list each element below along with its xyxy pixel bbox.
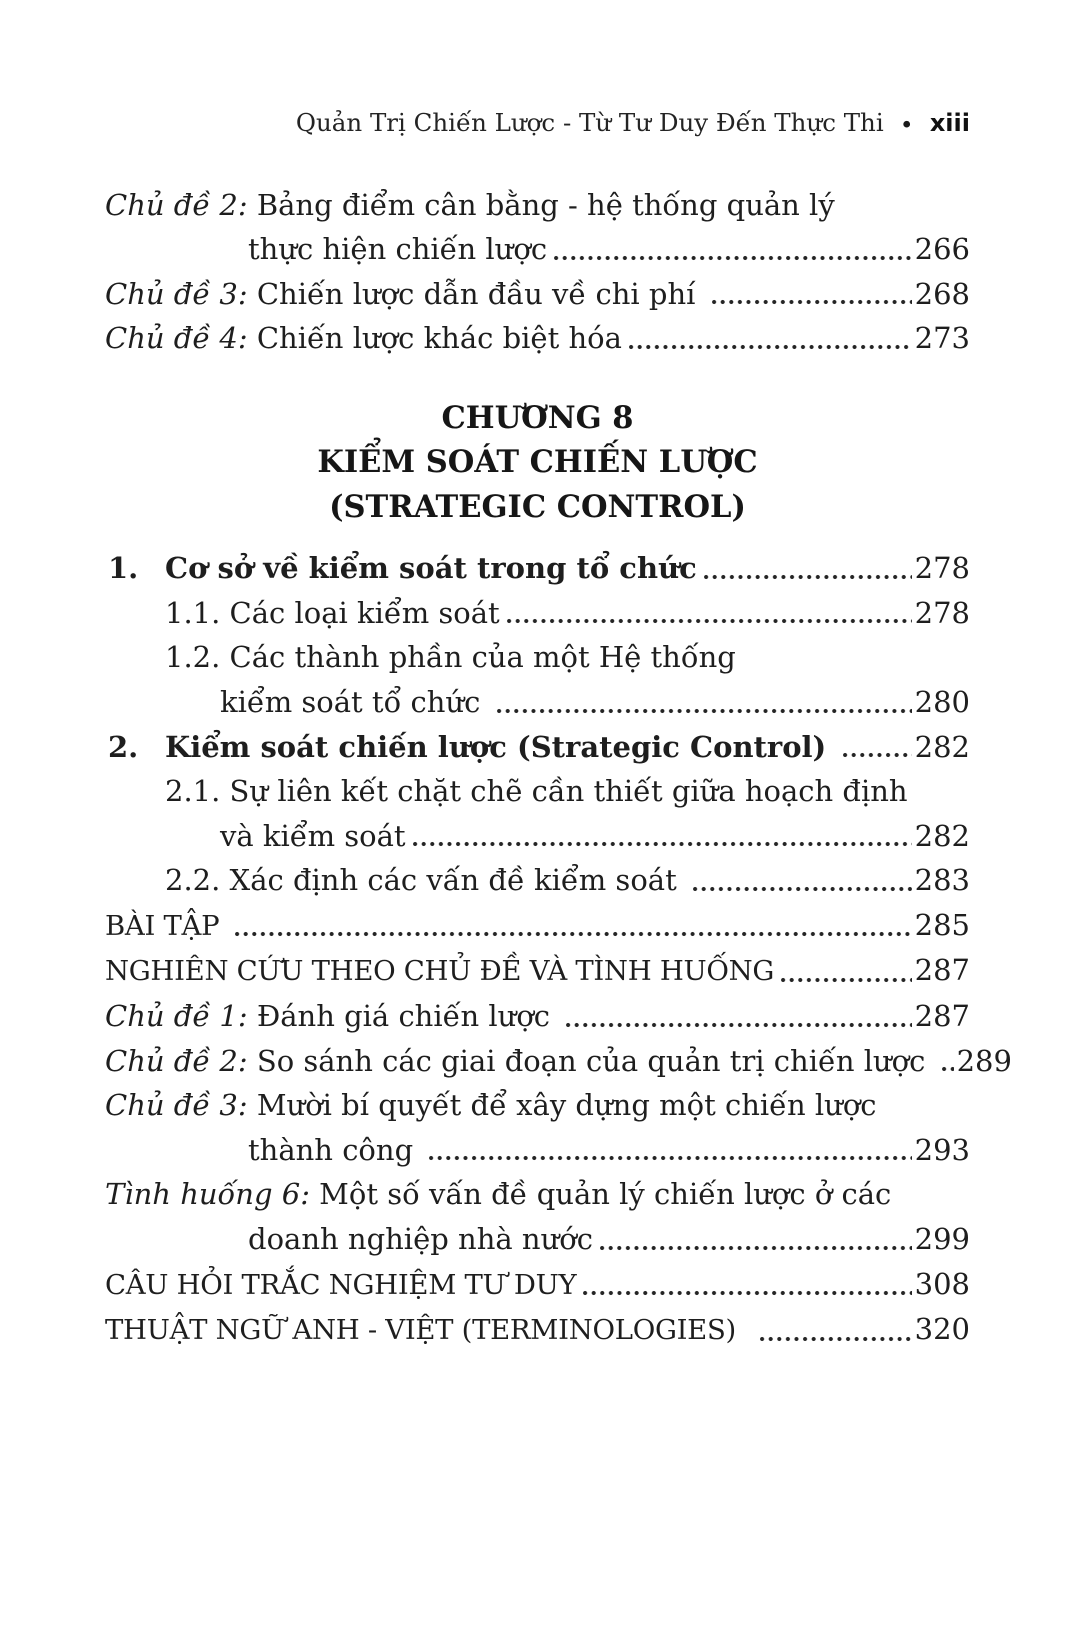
page-ref: 282: [914, 729, 970, 764]
entry-text-part: Đánh giá chiến lược: [247, 999, 560, 1034]
dot-leader: [413, 841, 912, 847]
entry-text-part: So sánh các giai đoạn của quản trị chiến lược: [247, 1043, 935, 1078]
entry-text: [105, 272, 705, 316]
bullet-separator: •: [900, 114, 913, 136]
toc-entry: [105, 948, 970, 994]
entry-text-part: và kiểm soát: [220, 818, 406, 853]
entry-text-part: thực hiện chiến lược: [248, 232, 548, 267]
entry-text: [105, 903, 228, 949]
page-ref: 289: [956, 1043, 1012, 1078]
entry-text-part: Chủ đề 1:: [105, 999, 248, 1034]
entry-text: [105, 183, 835, 227]
dot-leader: [760, 1336, 912, 1342]
page-ref: 299: [914, 1222, 970, 1257]
entry-text: [105, 948, 774, 994]
entry-number: 2.: [108, 729, 139, 764]
toc-entry: [105, 183, 970, 227]
entry-text: [105, 1083, 877, 1128]
toc-entry: [105, 1128, 970, 1173]
page-ref: 320: [914, 1312, 970, 1347]
dot-leader: [693, 886, 912, 892]
toc-entry: [105, 1217, 970, 1262]
toc-entry: [105, 1307, 970, 1353]
entry-text-part: BÀI TẬP: [105, 909, 228, 942]
toc-content: [105, 183, 1012, 1353]
toc-entry: [105, 1039, 1012, 1084]
toc-entry: [105, 272, 970, 316]
entry-text: [248, 227, 547, 271]
page-ref: 280: [914, 684, 970, 719]
dot-leader: [629, 344, 912, 350]
folio-page-number: xiii: [929, 109, 970, 137]
entry-text: [248, 1128, 422, 1173]
dot-leader: [704, 574, 912, 580]
entry-text-part: Chiến lược dẫn đầu về chi phí: [247, 276, 705, 311]
entry-text-part: Mười bí quyết để xây dựng một chiến lược: [247, 1088, 877, 1123]
entry-text: [220, 814, 406, 859]
page-ref: 266: [914, 232, 970, 267]
entry-text-part: Chiến lược khác biệt hóa: [247, 321, 622, 356]
entry-text: [165, 858, 686, 903]
entry-text: [220, 680, 490, 725]
entry-text-part: Chủ đề 4:: [105, 321, 248, 356]
page-ref: 273: [914, 321, 970, 356]
toc-entry: [105, 591, 970, 636]
page-ref: 282: [914, 818, 970, 853]
book-title: Quản Trị Chiến Lược - Từ Tư Duy Đến Thực Thi: [295, 108, 884, 137]
entry-text-part: kiểm soát tổ chức: [220, 684, 490, 719]
page-ref: 283: [914, 863, 970, 898]
page-ref: 278: [914, 551, 970, 586]
entry-number: 1.: [108, 551, 139, 586]
entry-text-part: 2.2. Xác định các vấn đề kiểm soát: [165, 863, 686, 898]
chapter-heading: [105, 396, 970, 530]
dot-leader: [600, 1245, 912, 1251]
entry-text: [105, 1039, 935, 1084]
entry-text: [105, 1307, 753, 1353]
entry-text: [165, 769, 908, 814]
entry-text-part: NGHIÊN CỨU THEO CHỦ ĐỀ VÀ TÌNH HUỐNG: [105, 955, 775, 988]
page-ref: 287: [914, 953, 970, 988]
page-ref: 287: [914, 999, 970, 1034]
dot-leader: [554, 255, 912, 261]
entry-text-part: Chủ đề 3:: [105, 1088, 248, 1123]
entry-text-part: Chủ đề 2:: [105, 1043, 248, 1078]
dot-leader: [566, 1022, 911, 1028]
page-ref: 268: [914, 276, 970, 311]
entry-text-part: doanh nghiệp nhà nước: [248, 1222, 593, 1257]
page-ref: 308: [914, 1266, 970, 1301]
entry-text-part: THUẬT NGỮ ANH - VIỆT (TERMINOLOGIES): [105, 1314, 753, 1347]
entry-text: [105, 546, 697, 591]
toc-section-top: [105, 183, 970, 361]
entry-text: [105, 725, 836, 770]
entry-text-part: Chủ đề 2:: [105, 188, 248, 222]
toc-entry: [105, 725, 970, 770]
dot-leader: [235, 931, 912, 937]
entry-text-part: Tình huống 6:: [105, 1177, 310, 1212]
dot-leader: [429, 1155, 911, 1161]
dot-leader: [507, 618, 912, 624]
toc-entry: [105, 680, 970, 725]
entry-text: [105, 994, 559, 1039]
toc-section-main: [105, 546, 1012, 1353]
chapter-number: CHƯƠNG 8: [441, 399, 634, 436]
entry-text-part: 1.1. Các loại kiểm soát: [165, 595, 500, 630]
toc-entry: [105, 994, 970, 1039]
page-ref: 285: [914, 907, 970, 942]
toc-entry: [105, 635, 970, 680]
chapter-title-english: (STRATEGIC CONTROL): [329, 488, 746, 525]
toc-entry: [105, 1262, 970, 1308]
entry-text-part: CÂU HỎI TRẮC NGHIỆM TƯ DUY: [105, 1268, 577, 1301]
entry-text: [105, 316, 622, 360]
entry-text-part: Cơ sở về kiểm soát trong tổ chức: [165, 551, 697, 586]
entry-text: [105, 1172, 891, 1217]
entry-text-part: thành công: [248, 1132, 423, 1167]
dot-leader: [781, 977, 912, 983]
toc-entry: [105, 316, 970, 360]
entry-text-part: 2.1. Sự liên kết chặt chẽ cần thiết giữa hoạch định: [165, 774, 908, 809]
toc-entry: [105, 814, 970, 859]
entry-text-part: Một số vấn đề quản lý chiến lược ở các: [309, 1177, 892, 1212]
entry-text-part: 1.2. Các thành phần của một Hệ thống: [165, 640, 736, 675]
page-ref: 278: [914, 595, 970, 630]
toc-entry: [105, 1172, 970, 1217]
toc-entry: [105, 546, 970, 591]
entry-text: [248, 1217, 593, 1262]
dot-leader: [497, 708, 912, 714]
entry-text-part: Bảng điểm cân bằng - hệ thống quản lý: [247, 188, 835, 222]
dot-leader: [583, 1290, 911, 1296]
entry-text: [165, 635, 736, 680]
toc-entry: [105, 858, 970, 903]
entry-text-part: Chủ đề 3:: [105, 276, 248, 311]
toc-entry: [105, 227, 970, 271]
page-ref: 293: [914, 1132, 970, 1167]
dot-leader: [942, 1066, 954, 1072]
entry-text: [105, 1262, 576, 1308]
running-header: [0, 108, 970, 137]
toc-entry: [105, 769, 970, 814]
dot-leader: [843, 752, 911, 758]
chapter-title: KIỂM SOÁT CHIẾN LƯỢC: [317, 444, 758, 481]
toc-entry: [105, 1083, 970, 1128]
dot-leader: [712, 299, 912, 305]
entry-text: [165, 591, 500, 636]
entry-text-part: Kiểm soát chiến lược (Strategic Control): [165, 729, 837, 764]
toc-entry: [105, 903, 970, 949]
